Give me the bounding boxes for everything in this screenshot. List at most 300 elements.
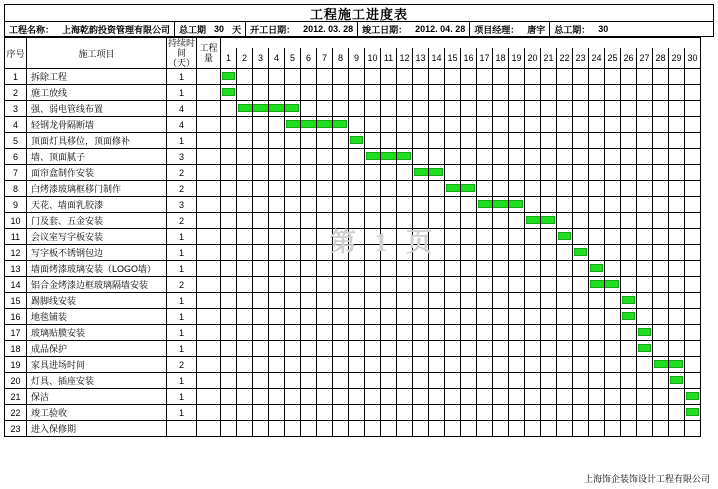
gantt-cell-d30 [685, 405, 701, 421]
gantt-cell-d12 [397, 325, 413, 341]
row-number: 4 [5, 117, 27, 133]
gantt-cell-d20 [525, 389, 541, 405]
gantt-cell-d7 [317, 309, 333, 325]
gantt-cell-d25 [605, 85, 621, 101]
gantt-cell-d14 [429, 197, 445, 213]
gantt-cell-d24 [589, 101, 605, 117]
row-number: 20 [5, 373, 27, 389]
gantt-bar [238, 104, 253, 112]
row-duration: 4 [167, 101, 197, 117]
gantt-cell-d2 [237, 389, 253, 405]
gantt-cell-d27 [637, 277, 653, 293]
gantt-cell-d30 [685, 149, 701, 165]
row-quantity [197, 165, 221, 181]
duration-label: 总工期 [179, 24, 207, 35]
row-number: 3 [5, 101, 27, 117]
gantt-cell-d27 [637, 389, 653, 405]
gantt-cell-d29 [669, 405, 685, 421]
gantt-cell-d6 [301, 149, 317, 165]
day-header-26: 26 [621, 48, 637, 69]
gantt-cell-d2 [237, 117, 253, 133]
gantt-cell-d15 [445, 197, 461, 213]
row-task-name: 会议室写字板安装 [27, 229, 167, 245]
gantt-cell-d21 [541, 197, 557, 213]
gantt-cell-d23 [573, 245, 589, 261]
gantt-cell-d9 [349, 197, 365, 213]
gantt-cell-d14 [429, 373, 445, 389]
gantt-cell-d16 [461, 101, 477, 117]
gantt-cell-d22 [557, 133, 573, 149]
row-task-name: 墙面烤漆玻璃安装（LOGO墙） [27, 261, 167, 277]
gantt-cell-d27 [637, 325, 653, 341]
gantt-cell-d3 [253, 133, 269, 149]
gantt-cell-d1 [221, 341, 237, 357]
gantt-bar [622, 296, 635, 304]
gantt-cell-d25 [605, 389, 621, 405]
gantt-cell-d14 [429, 325, 445, 341]
header-days-span [221, 38, 701, 48]
gantt-cell-d15 [445, 117, 461, 133]
table-row [5, 293, 701, 309]
gantt-cell-d1 [221, 197, 237, 213]
gantt-cell-d13 [413, 309, 429, 325]
row-quantity [197, 197, 221, 213]
gantt-cell-d6 [301, 181, 317, 197]
gantt-cell-d30 [685, 421, 701, 437]
row-quantity [197, 293, 221, 309]
gantt-cell-d2 [237, 421, 253, 437]
row-duration: 3 [167, 197, 197, 213]
gantt-cell-d9 [349, 245, 365, 261]
gantt-cell-d4 [269, 85, 285, 101]
gantt-bar [686, 392, 699, 400]
gantt-cell-d17 [477, 165, 493, 181]
gantt-cell-d16 [461, 229, 477, 245]
row-number: 6 [5, 149, 27, 165]
gantt-cell-d21 [541, 389, 557, 405]
gantt-cell-d8 [333, 421, 349, 437]
gantt-cell-d13 [413, 133, 429, 149]
table-row [5, 117, 701, 133]
gantt-cell-d11 [381, 309, 397, 325]
gantt-cell-d13 [413, 213, 429, 229]
gantt-cell-d12 [397, 149, 413, 165]
gantt-cell-d15 [445, 213, 461, 229]
gantt-cell-d30 [685, 325, 701, 341]
gantt-cell-d27 [637, 373, 653, 389]
gantt-cell-d4 [269, 405, 285, 421]
gantt-cell-d26 [621, 117, 637, 133]
gantt-cell-d21 [541, 101, 557, 117]
gantt-cell-d25 [605, 149, 621, 165]
gantt-cell-d8 [333, 245, 349, 261]
gantt-cell-d2 [237, 341, 253, 357]
gantt-cell-d25 [605, 197, 621, 213]
gantt-cell-d27 [637, 101, 653, 117]
gantt-cell-d4 [269, 213, 285, 229]
gantt-cell-d4 [269, 261, 285, 277]
gantt-cell-d3 [253, 373, 269, 389]
gantt-cell-d16 [461, 213, 477, 229]
gantt-cell-d16 [461, 405, 477, 421]
gantt-cell-d8 [333, 373, 349, 389]
gantt-cell-d1 [221, 133, 237, 149]
gantt-cell-d18 [493, 149, 509, 165]
gantt-cell-d24 [589, 245, 605, 261]
gantt-cell-d10 [365, 325, 381, 341]
gantt-cell-d26 [621, 133, 637, 149]
row-duration: 2 [167, 277, 197, 293]
gantt-cell-d11 [381, 165, 397, 181]
gantt-cell-d30 [685, 277, 701, 293]
gantt-cell-d17 [477, 277, 493, 293]
gantt-cell-d17 [477, 373, 493, 389]
gantt-cell-d7 [317, 421, 333, 437]
gantt-cell-d29 [669, 197, 685, 213]
gantt-bar [638, 344, 651, 352]
gantt-cell-d1 [221, 389, 237, 405]
watermark: 第 1 页 [330, 228, 439, 257]
gantt-cell-d13 [413, 405, 429, 421]
gantt-cell-d20 [525, 277, 541, 293]
gantt-cell-d13 [413, 229, 429, 245]
gantt-cell-d19 [509, 405, 525, 421]
gantt-cell-d26 [621, 309, 637, 325]
gantt-cell-d25 [605, 373, 621, 389]
gantt-cell-d9 [349, 133, 365, 149]
gantt-cell-d5 [285, 101, 301, 117]
gantt-cell-d10 [365, 277, 381, 293]
gantt-cell-d6 [301, 261, 317, 277]
gantt-cell-d6 [301, 325, 317, 341]
row-task-name: 写字板不锈钢包边 [27, 245, 167, 261]
gantt-cell-d28 [653, 197, 669, 213]
gantt-cell-d9 [349, 325, 365, 341]
gantt-cell-d1 [221, 213, 237, 229]
row-quantity [197, 101, 221, 117]
row-task-name: 成品保护 [27, 341, 167, 357]
gantt-cell-d21 [541, 357, 557, 373]
gantt-cell-d9 [349, 293, 365, 309]
gantt-cell-d9 [349, 101, 365, 117]
gantt-bar [670, 376, 683, 384]
row-duration: 1 [167, 373, 197, 389]
gantt-cell-d11 [381, 373, 397, 389]
gantt-cell-d19 [509, 101, 525, 117]
gantt-cell-d12 [397, 85, 413, 101]
gantt-cell-d23 [573, 213, 589, 229]
gantt-cell-d11 [381, 261, 397, 277]
gantt-cell-d26 [621, 85, 637, 101]
row-task-name: 顶面灯具移位，顶面修补 [27, 133, 167, 149]
gantt-cell-d19 [509, 133, 525, 149]
gantt-cell-d21 [541, 293, 557, 309]
gantt-table-head [5, 38, 701, 69]
row-number: 18 [5, 341, 27, 357]
gantt-cell-d28 [653, 101, 669, 117]
row-number: 21 [5, 389, 27, 405]
gantt-cell-d6 [301, 165, 317, 181]
gantt-cell-d12 [397, 357, 413, 373]
gantt-cell-d9 [349, 405, 365, 421]
gantt-bar [526, 216, 541, 224]
gantt-cell-d4 [269, 117, 285, 133]
gantt-cell-d23 [573, 229, 589, 245]
gantt-cell-d16 [461, 245, 477, 261]
table-row [5, 341, 701, 357]
gantt-cell-d18 [493, 389, 509, 405]
gantt-cell-d10 [365, 213, 381, 229]
row-number: 5 [5, 133, 27, 149]
gantt-cell-d18 [493, 165, 509, 181]
gantt-cell-d16 [461, 293, 477, 309]
gantt-cell-d10 [365, 357, 381, 373]
gantt-cell-d8 [333, 197, 349, 213]
gantt-cell-d21 [541, 421, 557, 437]
row-duration: 1 [167, 261, 197, 277]
gantt-cell-d8 [333, 293, 349, 309]
gantt-cell-d26 [621, 149, 637, 165]
day-header-6: 6 [301, 48, 317, 69]
row-number: 12 [5, 245, 27, 261]
gantt-cell-d5 [285, 357, 301, 373]
gantt-cell-d30 [685, 389, 701, 405]
day-header-22: 22 [557, 48, 573, 69]
row-task-name: 强、弱电管线布置 [27, 101, 167, 117]
gantt-cell-d10 [365, 309, 381, 325]
gantt-cell-d4 [269, 197, 285, 213]
row-duration: 1 [167, 293, 197, 309]
gantt-cell-d22 [557, 197, 573, 213]
gantt-cell-d20 [525, 101, 541, 117]
gantt-bar [317, 120, 333, 128]
gantt-cell-d7 [317, 117, 333, 133]
row-number: 9 [5, 197, 27, 213]
gantt-cell-d15 [445, 357, 461, 373]
gantt-cell-d2 [237, 373, 253, 389]
gantt-cell-d1 [221, 165, 237, 181]
gantt-cell-d20 [525, 373, 541, 389]
gantt-cell-d7 [317, 165, 333, 181]
gantt-cell-d28 [653, 85, 669, 101]
gantt-cell-d30 [685, 373, 701, 389]
gantt-cell-d17 [477, 293, 493, 309]
day-header-2: 2 [237, 48, 253, 69]
gantt-cell-d26 [621, 101, 637, 117]
gantt-cell-d6 [301, 421, 317, 437]
row-quantity [197, 357, 221, 373]
gantt-cell-d22 [557, 213, 573, 229]
gantt-cell-d27 [637, 69, 653, 85]
gantt-cell-d29 [669, 389, 685, 405]
gantt-cell-d7 [317, 389, 333, 405]
gantt-bar [285, 104, 300, 112]
gantt-cell-d4 [269, 101, 285, 117]
gantt-cell-d16 [461, 389, 477, 405]
gantt-cell-d14 [429, 389, 445, 405]
row-duration: 1 [167, 133, 197, 149]
day-header-18: 18 [493, 48, 509, 69]
row-number: 16 [5, 309, 27, 325]
gantt-cell-d30 [685, 213, 701, 229]
table-row [5, 213, 701, 229]
gantt-cell-d2 [237, 85, 253, 101]
gantt-cell-d14 [429, 293, 445, 309]
row-quantity [197, 421, 221, 437]
gantt-cell-d24 [589, 213, 605, 229]
gantt-cell-d4 [269, 293, 285, 309]
gantt-cell-d1 [221, 421, 237, 437]
gantt-bar [222, 88, 235, 96]
row-duration: 2 [167, 165, 197, 181]
document-title-row [4, 4, 714, 21]
row-duration: 1 [167, 229, 197, 245]
day-header-29: 29 [669, 48, 685, 69]
gantt-cell-d15 [445, 373, 461, 389]
row-task-name: 白烤漆玻璃框移门制作 [27, 181, 167, 197]
gantt-cell-d8 [333, 341, 349, 357]
gantt-cell-d6 [301, 133, 317, 149]
row-task-name: 施工放线 [27, 85, 167, 101]
end-date-label: 竣工日期： [362, 24, 408, 35]
gantt-cell-d14 [429, 181, 445, 197]
gantt-cell-d20 [525, 197, 541, 213]
gantt-cell-d9 [349, 213, 365, 229]
gantt-cell-d19 [509, 245, 525, 261]
table-row [5, 133, 701, 149]
gantt-cell-d17 [477, 357, 493, 373]
gantt-cell-d7 [317, 373, 333, 389]
gantt-cell-d4 [269, 373, 285, 389]
gantt-header-row [5, 38, 701, 48]
project-info-row [4, 21, 714, 37]
gantt-cell-d19 [509, 373, 525, 389]
gantt-cell-d6 [301, 389, 317, 405]
gantt-cell-d6 [301, 213, 317, 229]
gantt-cell-d26 [621, 165, 637, 181]
gantt-cell-d22 [557, 149, 573, 165]
gantt-cell-d6 [301, 293, 317, 309]
gantt-cell-d28 [653, 389, 669, 405]
gantt-cell-d17 [477, 341, 493, 357]
row-task-name: 铝合金烤漆边框玻璃隔墙安装 [27, 277, 167, 293]
gantt-cell-d9 [349, 309, 365, 325]
gantt-cell-d29 [669, 325, 685, 341]
gantt-cell-d20 [525, 213, 541, 229]
gantt-cell-d22 [557, 357, 573, 373]
gantt-cell-d24 [589, 149, 605, 165]
gantt-cell-d20 [525, 421, 541, 437]
gantt-cell-d25 [605, 421, 621, 437]
gantt-cell-d24 [589, 421, 605, 437]
gantt-cell-d8 [333, 357, 349, 373]
row-number: 11 [5, 229, 27, 245]
gantt-cell-d12 [397, 309, 413, 325]
gantt-cell-d12 [397, 341, 413, 357]
gantt-cell-d19 [509, 117, 525, 133]
gantt-cell-d17 [477, 197, 493, 213]
gantt-cell-d22 [557, 373, 573, 389]
gantt-cell-d13 [413, 197, 429, 213]
table-row [5, 405, 701, 421]
table-row [5, 101, 701, 117]
gantt-cell-d19 [509, 421, 525, 437]
row-number: 8 [5, 181, 27, 197]
gantt-cell-d10 [365, 421, 381, 437]
table-row [5, 357, 701, 373]
row-quantity [197, 117, 221, 133]
gantt-cell-d14 [429, 69, 445, 85]
gantt-cell-d18 [493, 341, 509, 357]
gantt-cell-d19 [509, 357, 525, 373]
gantt-cell-d7 [317, 405, 333, 421]
gantt-cell-d26 [621, 421, 637, 437]
day-header-17: 17 [477, 48, 493, 69]
row-quantity [197, 181, 221, 197]
gantt-bar [493, 200, 509, 208]
gantt-cell-d30 [685, 309, 701, 325]
gantt-cell-d21 [541, 165, 557, 181]
gantt-cell-d8 [333, 85, 349, 101]
gantt-cell-d9 [349, 421, 365, 437]
gantt-cell-d18 [493, 261, 509, 277]
gantt-bar [654, 360, 669, 368]
gantt-cell-d3 [253, 309, 269, 325]
gantt-cell-d2 [237, 69, 253, 85]
gantt-cell-d26 [621, 341, 637, 357]
gantt-cell-d10 [365, 373, 381, 389]
gantt-cell-d2 [237, 357, 253, 373]
gantt-cell-d12 [397, 277, 413, 293]
gantt-cell-d5 [285, 117, 301, 133]
gantt-cell-d14 [429, 421, 445, 437]
gantt-cell-d11 [381, 197, 397, 213]
gantt-bar [414, 168, 429, 176]
gantt-cell-d6 [301, 69, 317, 85]
gantt-cell-d6 [301, 245, 317, 261]
gantt-cell-d4 [269, 165, 285, 181]
gantt-cell-d15 [445, 85, 461, 101]
gantt-bar [509, 200, 524, 208]
gantt-cell-d21 [541, 229, 557, 245]
gantt-cell-d25 [605, 325, 621, 341]
row-duration: 1 [167, 325, 197, 341]
gantt-cell-d9 [349, 85, 365, 101]
row-quantity [197, 245, 221, 261]
gantt-cell-d13 [413, 85, 429, 101]
gantt-cell-d21 [541, 213, 557, 229]
gantt-cell-d12 [397, 261, 413, 277]
row-quantity [197, 149, 221, 165]
gantt-cell-d13 [413, 149, 429, 165]
gantt-cell-d27 [637, 165, 653, 181]
gantt-cell-d17 [477, 117, 493, 133]
gantt-cell-d29 [669, 245, 685, 261]
gantt-cell-d10 [365, 261, 381, 277]
gantt-cell-d10 [365, 197, 381, 213]
gantt-cell-d24 [589, 69, 605, 85]
gantt-cell-d28 [653, 405, 669, 421]
gantt-cell-d12 [397, 245, 413, 261]
gantt-cell-d29 [669, 85, 685, 101]
gantt-bar [253, 104, 269, 112]
gantt-cell-d13 [413, 117, 429, 133]
gantt-cell-d24 [589, 197, 605, 213]
gantt-cell-d22 [557, 293, 573, 309]
gantt-cell-d12 [397, 421, 413, 437]
gantt-cell-d20 [525, 405, 541, 421]
gantt-cell-d30 [685, 101, 701, 117]
